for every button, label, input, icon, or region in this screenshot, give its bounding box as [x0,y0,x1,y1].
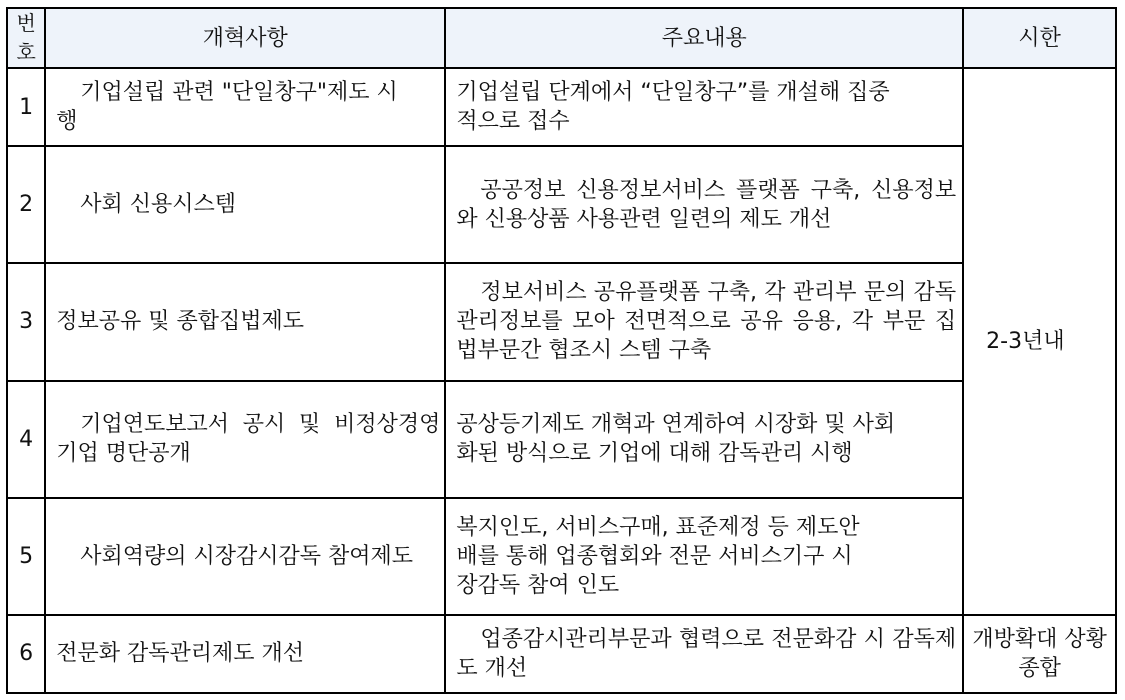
row-number: 2 [7,146,45,263]
row-content: 기업설립 단계에서 “단일창구”를 개설해 집중적으로 접수 [445,68,963,146]
row-content: 업종감시관리부문과 협력으로 전문화감 시 감독제도 개선 [445,615,963,693]
table-row [7,263,1116,380]
deadline-last: 개방확대 상황종합 [963,615,1116,693]
row-item: 전문화 감독관리제도 개선 [45,615,445,693]
row-content: 공공정보 신용정보서비스 플랫폼 구축, 신용정보와 신용상품 사용관련 일련의 제도 개선 [445,146,963,263]
header-content: 주요내용 [445,8,963,68]
header-row [7,8,1116,68]
row-number: 4 [7,381,45,498]
row-item: 정보공유 및 종합집법제도 [45,263,445,380]
row-number: 3 [7,263,45,380]
table-row [7,498,1116,615]
table-row [7,381,1116,498]
header-deadline: 시한 [963,8,1116,68]
row-content: 복지인도, 서비스구매, 표준제정 등 제도안배를 통해 업종협회와 전문 서비스기구 시장감독 참여 인도 [445,498,963,615]
header-item: 개혁사항 [45,8,445,68]
deadline-shared: 2-3년내 [963,68,1116,615]
table-row [7,68,1116,146]
row-number: 1 [7,68,45,146]
row-item: 기업설립 관련 "단일창구"제도 시행 [45,68,445,146]
row-content: 정보서비스 공유플랫폼 구축, 각 관리부 문의 감독관리정보를 모아 전면적으로 공유 응용, 각 부문 집법부문간 협조시 스템 구축 [445,263,963,380]
header-no: 번호 [7,8,45,68]
row-item: 기업연도보고서 공시 및 비정상경영기업 명단공개 [45,381,445,498]
row-number: 6 [7,615,45,693]
row-item: 사회역량의 시장감시감독 참여제도 [45,498,445,615]
reform-table [6,7,1117,694]
row-item: 사회 신용시스템 [45,146,445,263]
table-row [7,146,1116,263]
row-number: 5 [7,498,45,615]
table-row [7,615,1116,693]
row-content: 공상등기제도 개혁과 연계하여 시장화 및 사회화된 방식으로 기업에 대해 감독관리 시행 [445,381,963,498]
